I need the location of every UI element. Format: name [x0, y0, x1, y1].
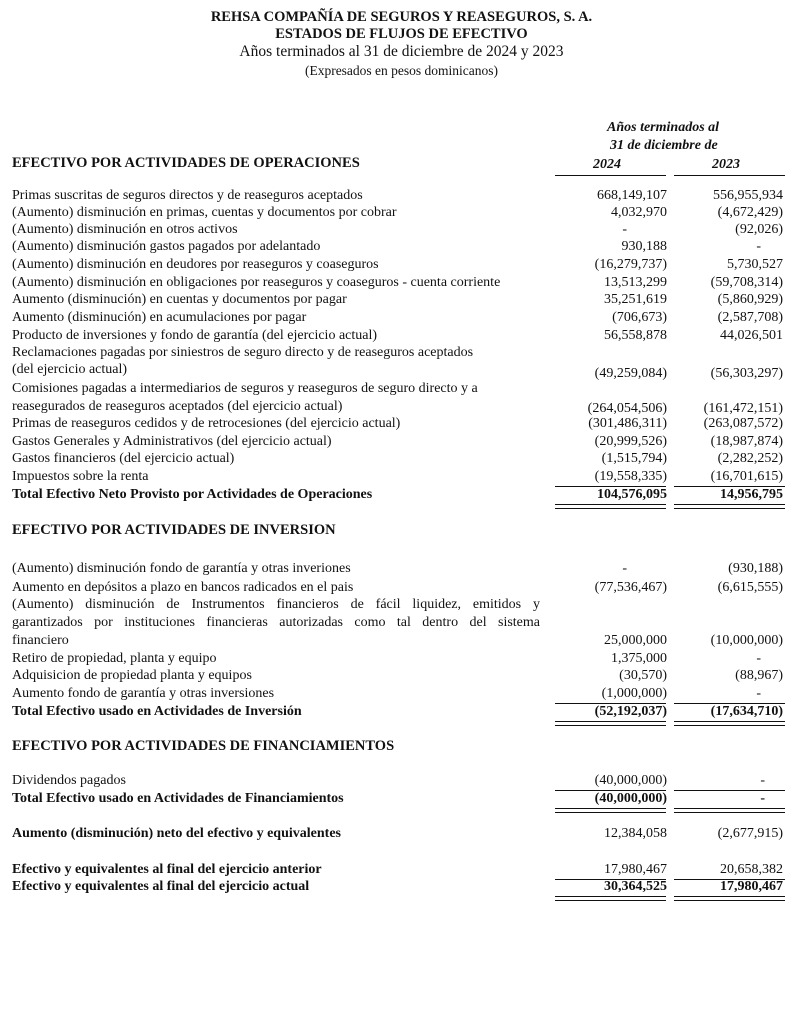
column-heading-line2: 31 de diciembre de — [610, 138, 718, 153]
statement-title: ESTADOS DE FLUJOS DE EFECTIVO — [275, 26, 528, 42]
table-row: (Aumento) disminución fondo de garantía y otras inveriones - (930,188) — [12, 561, 783, 576]
table-row: Comisiones pagadas a intermediarios de seguros y reaseguros de seguro directo y a — [12, 381, 478, 396]
table-row: Impuestos sobre la renta (19,558,335) (16,701,615) — [12, 469, 783, 484]
table-row: Aumento en depósitos a plazo en bancos radicados en el pais (77,536,467) (6,615,555) — [12, 580, 783, 595]
table-row: (Aumento) disminución de Instrumentos financieros de fácil liquidez, emitidos y — [12, 597, 540, 612]
double-line-2023 — [674, 504, 785, 509]
table-row: garantizados por instituciones financieras autorizadas como tal dentro del sistema — [12, 615, 540, 630]
total-row-operations: Total Efectivo Neto Provisto por Actividades de Operaciones 104,576,095 14,956,795 — [12, 487, 783, 502]
table-row: (del ejercicio actual) (49,259,084) (56,303,297) — [12, 362, 783, 381]
net-change-row: Aumento (disminución) neto del efectivo y equivalentes 12,384,058 (2,677,915) — [12, 826, 783, 841]
table-row: financiero 25,000,000 (10,000,000) — [12, 633, 783, 648]
table-row: (Aumento) disminución en primas, cuentas y documentos por cobrar 4,032,970 (4,672,429) — [12, 205, 783, 220]
section-title-investing: EFECTIVO POR ACTIVIDADES DE INVERSION — [12, 522, 336, 538]
column-heading-line1: Años terminados al — [607, 120, 720, 135]
table-row: Dividendos pagados (40,000,000) - — [12, 773, 765, 788]
double-line-2023 — [674, 808, 785, 813]
column-year-2024: 2024 — [593, 157, 621, 172]
currency-note: (Expresados en pesos dominicanos) — [304, 63, 499, 78]
column-underline-2023 — [674, 175, 785, 176]
table-row: reasegurados de reaseguros aceptados (del ejercicio actual) (264,054,506) (161,472,151) — [12, 399, 783, 416]
table-row: Adquisicion de propiedad planta y equipos (30,570) (88,967) — [12, 668, 783, 683]
table-row: (Aumento) disminución en obligaciones por reaseguros y coaseguros - cuenta corriente 13,513,299 (59,708,314) — [12, 275, 783, 290]
section-title-financing: EFECTIVO POR ACTIVIDADES DE FINANCIAMIENTOS — [12, 738, 395, 754]
column-year-2023: 2023 — [712, 157, 740, 172]
section-title-operations: EFECTIVO POR ACTIVIDADES DE OPERACIONES — [12, 155, 360, 171]
statement-period: Años terminados al 31 de diciembre de 2024 y 2023 — [239, 43, 564, 60]
total-row-investing: Total Efectivo usado en Actividades de Inversión (52,192,037) (17,634,710) — [12, 704, 783, 719]
double-line-2024 — [555, 896, 666, 901]
double-line-2024 — [555, 721, 666, 726]
table-row: Retiro de propiedad, planta y equipo 1,375,000 - — [12, 651, 761, 666]
column-underline-2024 — [555, 175, 666, 176]
table-row: Primas suscritas de seguros directos y de reaseguros aceptados 668,149,107 556,955,934 — [12, 188, 783, 203]
table-row: (Aumento) disminución en deudores por reaseguros y coaseguros (16,279,737) 5,730,527 — [12, 257, 783, 272]
double-line-2023 — [674, 721, 785, 726]
table-row: Gastos Generales y Administrativos (del ejercicio actual) (20,999,526) (18,987,874) — [12, 434, 783, 449]
table-row: Primas de reaseguros cedidos y de retrocesiones (del ejercicio actual) (301,486,311) (263,087,572) — [12, 416, 783, 431]
total-row-financing: Total Efectivo usado en Actividades de Financiamientos (40,000,000) - — [12, 791, 765, 806]
company-name: REHSA COMPAÑÍA DE SEGUROS Y REASEGUROS, S. A. — [210, 9, 593, 25]
table-row: Aumento fondo de garantía y otras inversiones (1,000,000) - — [12, 686, 761, 701]
beginning-balance-row: Efectivo y equivalentes al final del ejercicio anterior 17,980,467 20,658,382 — [12, 862, 783, 877]
table-row: Aumento (disminución) en acumulaciones por pagar (706,673) (2,587,708) — [12, 310, 783, 325]
table-row: Gastos financieros (del ejercicio actual) (1,515,794) (2,282,252) — [12, 451, 783, 466]
ending-balance-row: Efectivo y equivalentes al final del ejercicio actual 30,364,525 17,980,467 — [12, 879, 783, 894]
table-row: (Aumento) disminución en otros activos - (92,026) — [12, 222, 783, 237]
table-row: Reclamaciones pagadas por siniestros de seguro directo y de reaseguros aceptados — [12, 345, 474, 360]
double-line-2023 — [674, 896, 785, 901]
double-line-2024 — [555, 808, 666, 813]
table-row: Producto de inversiones y fondo de garantía (del ejercicio actual) 56,558,878 44,026,501 — [12, 328, 783, 343]
table-row: Aumento (disminución) en cuentas y documentos por pagar 35,251,619 (5,860,929) — [12, 292, 783, 307]
table-row: (Aumento) disminución gastos pagados por adelantado 930,188 - — [12, 239, 761, 254]
double-line-2024 — [555, 504, 666, 509]
